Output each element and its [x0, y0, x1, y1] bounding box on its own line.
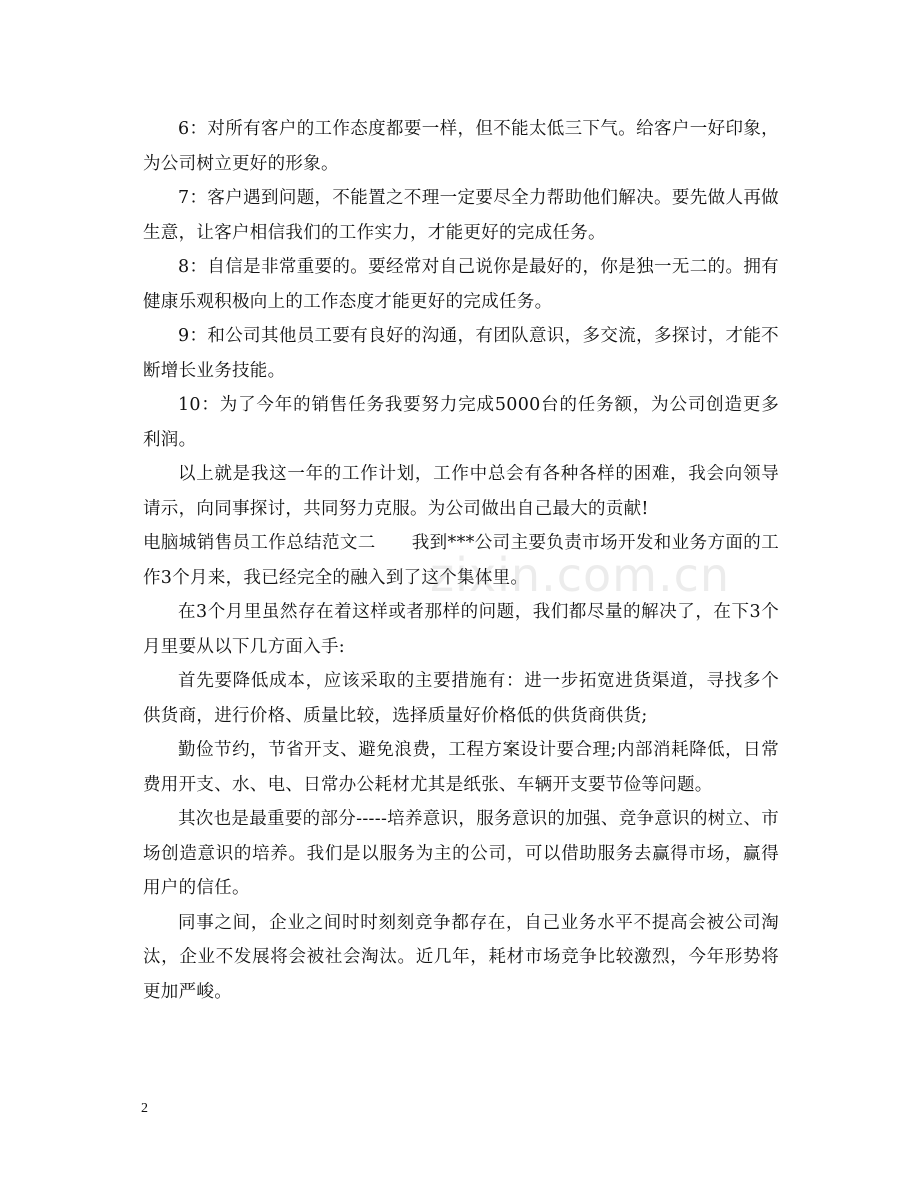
- paragraph-competition: 同事之间，企业之间时时刻刻竞争都存在，自己业务水平不提高会被公司淘汰，企业不发展将会被社会淘汰。近几年，耗材市场竞争比较激烈，今年形势将更加严峻。: [143, 912, 779, 1002]
- paragraph-item-7: 7：客户遇到问题，不能置之不理一定要尽全力帮助他们解决。要先做人再做生意，让客户相信我们的工作实力，才能更好的完成任务。: [143, 188, 779, 243]
- watermark: zixin.com.cn: [430, 548, 731, 602]
- paragraph-item-10: 10：为了今年的销售任务我要努力完成5000台的任务额，为公司创造更多利润。: [143, 395, 779, 450]
- paragraph-plan: 在3个月里虽然存在着这样或者那样的问题，我们都尽量的解决了，在下3个月里要从以下几方面入手:: [143, 602, 779, 657]
- paragraph-frugality: 勤俭节约，节省开支、避免浪费，工程方案设计要合理;内部消耗降低，日常费用开支、水、电、日常办公耗材尤其是纸张、车辆开支要节俭等问题。: [143, 740, 779, 795]
- paragraph-conclusion: 以上就是我这一年的工作计划，工作中总会有各种各样的困难，我会向领导请示，向同事探讨，共同努力克服。为公司做出自己最大的贡献!: [143, 464, 779, 519]
- section-intro: 我到***公司主要负责市场开发和业务方面的工作3个月来，我已经完全的融入到了这个集体里。: [143, 533, 779, 588]
- paragraph-cost-reduction: 首先要降低成本，应该采取的主要措施有：进一步拓宽进货渠道，寻找多个供货商，进行价格、质量比较，选择质量好价格低的供货商供货;: [143, 671, 779, 726]
- section-title: 电脑城销售员工作总结范文二: [143, 533, 376, 553]
- page-number: 2: [141, 1101, 148, 1116]
- paragraph-item-9: 9：和公司其他员工要有良好的沟通，有团队意识，多交流，多探讨，才能不断增长业务技能。: [143, 326, 779, 381]
- paragraph-item-6: 6：对所有客户的工作态度都要一样，但不能太低三下气。给客户一好印象，为公司树立更好的形象。: [143, 119, 779, 174]
- paragraph-item-8: 8：自信是非常重要的。要经常对自己说你是最好的，你是独一无二的。拥有健康乐观积极向上的工作态度才能更好的完成任务。: [143, 257, 779, 312]
- paragraph-awareness: 其次也是最重要的部分-----培养意识，服务意识的加强、竞争意识的树立、市场创造意识的培养。我们是以服务为主的公司，可以借助服务去赢得市场，赢得用户的信任。: [143, 809, 779, 898]
- section-heading-line: [143, 526, 779, 595]
- document-body: [143, 112, 779, 1009]
